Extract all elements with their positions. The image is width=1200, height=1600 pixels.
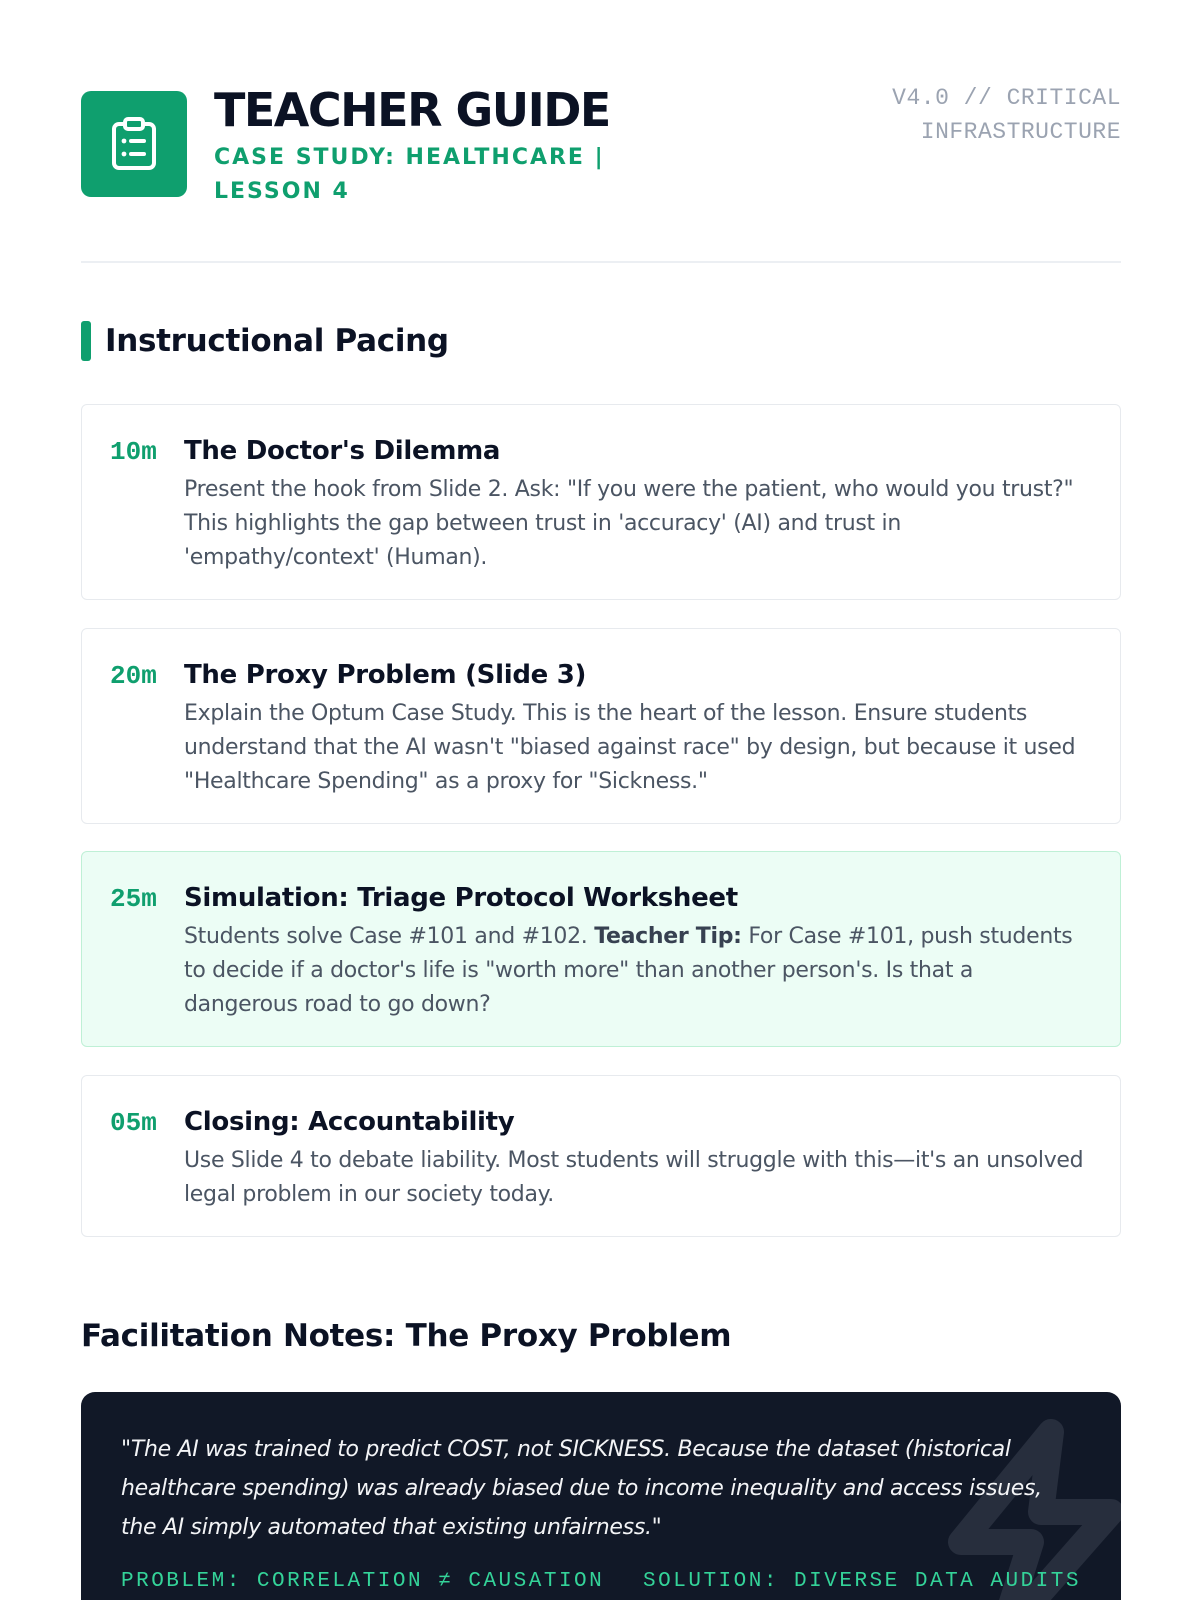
heading-accent-bar [81,321,91,361]
pacing-time: 20m [110,661,157,691]
notes-heading: Facilitation Notes: The Proxy Problem [81,1318,732,1354]
pacing-item-highlighted [81,851,1121,1047]
facilitation-quote: "The AI was trained to predict COST, not SICKNESS. Because the dataset (historical healthcare spending) was already biased due to income inequality and access issues, the AI simply automated that existing unfairness." [121,1437,1042,1540]
solution-label: SOLUTION: DIVERSE DATA AUDITS [643,1570,1081,1593]
pacing-title: The Proxy Problem (Slide 3) [184,660,587,690]
facilitation-note-card [81,1392,1121,1600]
problem-label: PROBLEM: CORRELATION ≠ CAUSATION [121,1570,605,1593]
description-text: For Case #101, push students to decide if a doctor's life is "worth more" than another person's. Is that a dangerous road to go down? [184,924,1073,1017]
pacing-item [81,1075,1121,1237]
pacing-title: The Doctor's Dilemma [184,436,501,466]
pacing-title: Closing: Accountability [184,1107,515,1137]
pacing-item [81,628,1121,824]
pacing-time: 05m [110,1108,157,1138]
note-footer [121,1570,1081,1593]
pacing-heading [81,321,449,361]
pacing-description: Explain the Optum Case Study. This is the heart of the lesson. Ensure students understand that the AI wasn't "biased against race" by design, but because it used "Healthcare Spending" as a proxy for "Sickness." [184,701,1076,794]
description-text: Students solve Case #101 and #102. [184,924,595,949]
teacher-tip-label: Teacher Tip: [594,924,742,949]
pacing-heading-text: Instructional Pacing [105,323,449,359]
pacing-item [81,404,1121,600]
page-subtitle: CASE STUDY: HEALTHCARE | LESSON 4 [214,145,605,204]
pacing-time: 25m [110,884,157,914]
header-divider [81,261,1121,263]
page-title: TEACHER GUIDE [214,83,610,137]
version-line-2: INFRASTRUCTURE [920,119,1121,145]
pacing-title: Simulation: Triage Protocol Worksheet [184,883,738,913]
version-label [892,81,1121,149]
pacing-description [184,920,1092,1022]
page-header [81,83,1121,204]
clipboard-list-icon [111,117,157,171]
pacing-time: 10m [110,437,157,467]
version-line-1: V4.0 // CRITICAL [892,85,1121,111]
pacing-description: Present the hook from Slide 2. Ask: "If you were the patient, who would you trust?" This highlights the gap between trust in 'accuracy' (AI) and trust in 'empathy/context' (Human). [184,477,1074,570]
pacing-description: Use Slide 4 to debate liability. Most students will struggle with this—it's an unsolved legal problem in our society today. [184,1148,1084,1207]
logo-badge [81,91,187,197]
